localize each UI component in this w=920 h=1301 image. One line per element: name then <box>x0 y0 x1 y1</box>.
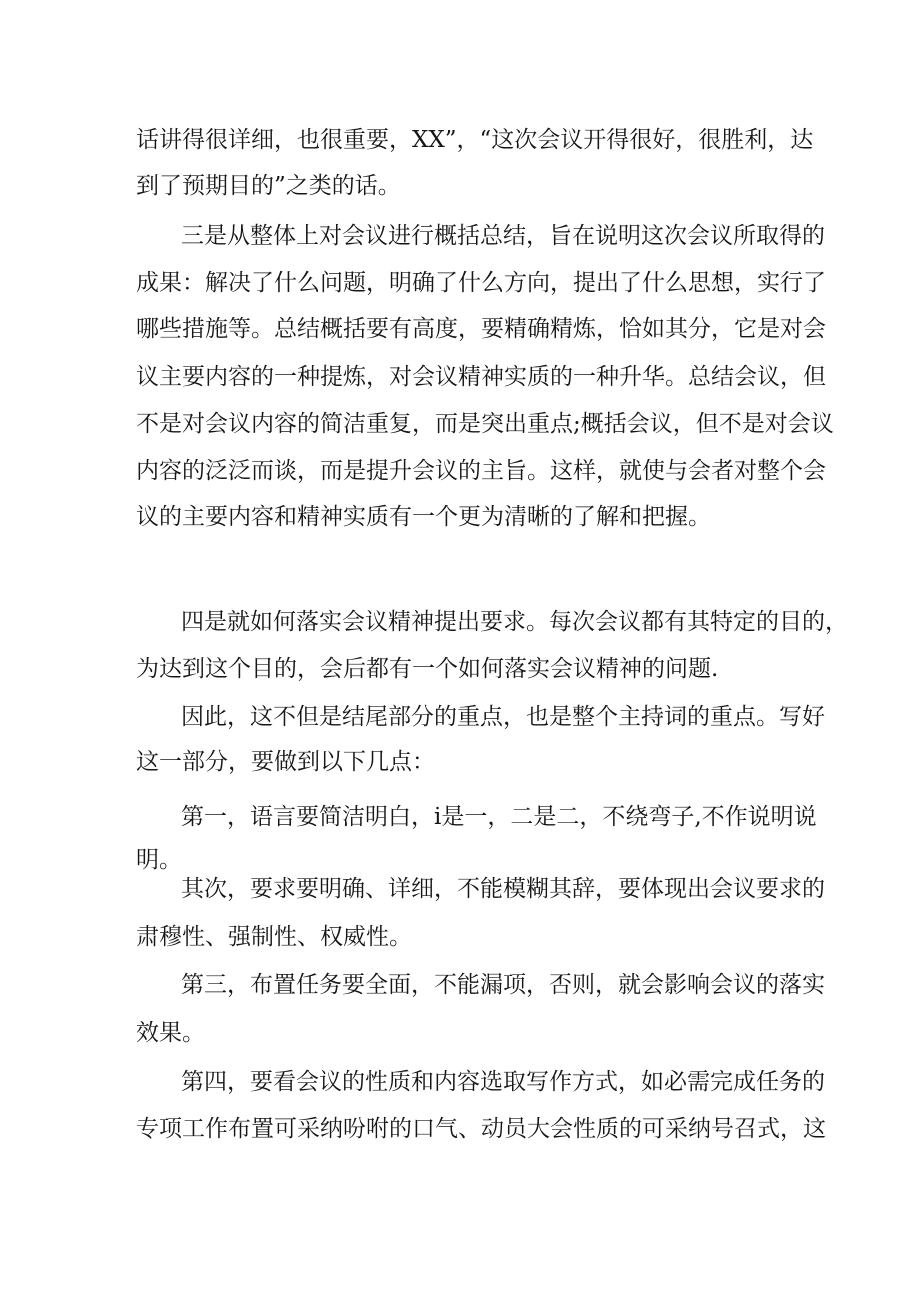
text-line: 第一，语言要简洁明白，i是一，二是二，不绕弯子,不作说明说 <box>181 804 817 830</box>
text-line: 成果：解决了什么问题，明确了什么方向，提出了什么思想，实行了 <box>136 270 826 296</box>
text-line: 明。 <box>136 847 182 873</box>
text-line: 话讲得很详细，也很重要，XX”，“这次会议开得很好，很胜利，达 <box>136 127 814 153</box>
text-line: 三是从整体上对会议进行概括总结，旨在说明这次会议所取得的 <box>181 223 825 249</box>
text-line: 效果。 <box>136 1020 205 1046</box>
text-line: 四是就如何落实会议精神提出要求。每次会议都有其特定的目的， <box>181 609 848 635</box>
text-line: 这一部分，要做到以下几点： <box>136 749 435 775</box>
text-line: 到了预期目的”之类的话。 <box>136 173 401 199</box>
text-line: 肃穆性、强制性、权威性。 <box>136 924 412 950</box>
text-line: 议的主要内容和精神实质有一个更为清晰的了解和把握。 <box>136 504 711 530</box>
text-line: 哪些措施等。总结概括要有高度，要精确精炼，恰如其分，它是对会 <box>136 316 826 342</box>
text-line: 因此，这不但是结尾部分的重点，也是整个主持词的重点。写好 <box>181 704 825 730</box>
text-line: 其次，要求要明确、详细，不能模糊其辞，要体现出会议要求的 <box>181 876 825 902</box>
text-line: 第四，要看会议的性质和内容选取写作方式，如必需完成任务的 <box>181 1069 825 1095</box>
text-line: 不是对会议内容的简洁重复，而是突出重点;概括会议，但不是对会议 <box>136 411 834 437</box>
text-line: 为达到这个目的，会后都有一个如何落实会议精神的问题. <box>136 656 719 682</box>
text-line: 第三，布置任务要全面，不能漏项，否则，就会影响会议的落实 <box>181 972 825 998</box>
text-line: 议主要内容的一种提炼，对会议精神实质的一种升华。总结会议，但 <box>136 364 826 390</box>
text-line: 专项工作布置可采纳吩咐的口气、动员大会性质的可采纳号召式，这 <box>136 1116 826 1142</box>
text-line: 内容的泛泛而谈，而是提升会议的主旨。这样，就使与会者对整个会 <box>136 458 826 484</box>
